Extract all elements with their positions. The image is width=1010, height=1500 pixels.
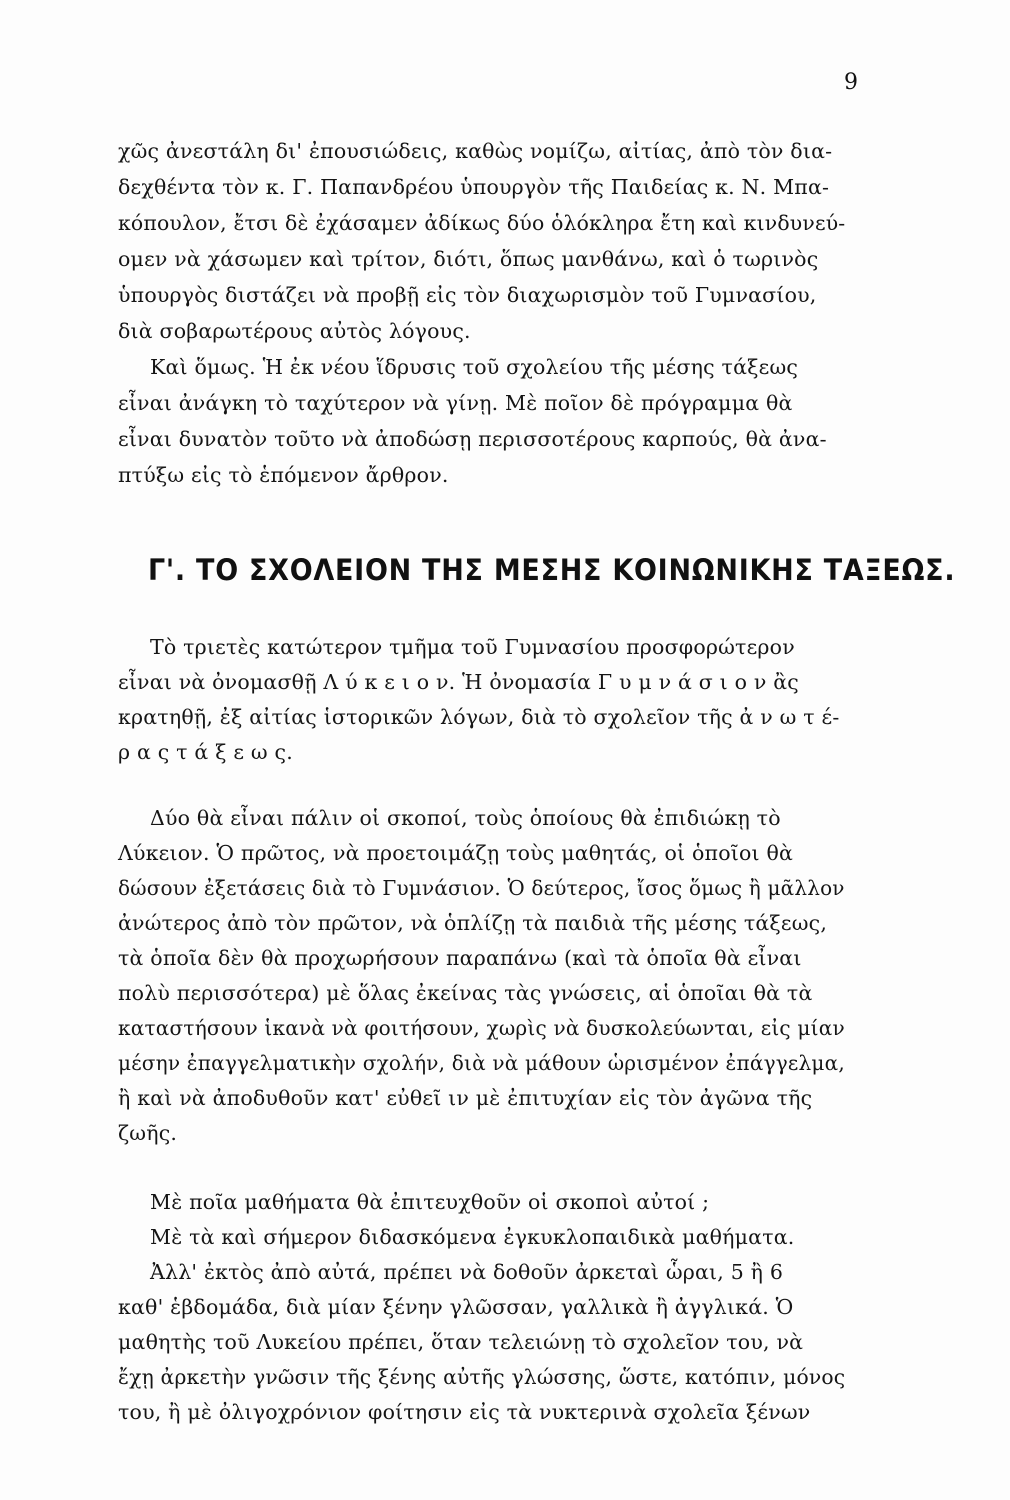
text-line: πτύξω εἰς τὸ ἑπόμενον ἄρθρον. bbox=[118, 463, 449, 487]
text-line: ἢ καὶ νὰ ἀποδυθοῦν κατ' εὐθεῖ ιν μὲ ἐπιτυχίαν εἰς τὸν ἀγῶνα τῆς bbox=[118, 1086, 813, 1110]
text-line: τὰ ὁποῖα δὲν θὰ προχωρήσουν παραπάνω (καὶ τὰ ὁποῖα θὰ εἶναι bbox=[118, 946, 802, 970]
section-heading: Γ'. ΤΟ ΣΧΟΛΕΙΟΝ ΤΗΣ ΜΕΣΗΣ ΚΟΙΝΩΝΙΚΗΣ ΤΑΞΕΩΣ. bbox=[148, 553, 956, 587]
text-line: καταστήσουν ἱκανὰ νὰ φοιτήσουν, χωρὶς νὰ δυσκολεύωνται, εἰς μίαν bbox=[118, 1016, 845, 1040]
text-line: ἔχῃ ἀρκετὴν γνῶσιν τῆς ξένης αὐτῆς γλώσσης, ὥστε, κατόπιν, μόνος bbox=[118, 1365, 846, 1389]
text-line: ρ α ς τ ά ξ ε ω ς. bbox=[118, 740, 293, 764]
text-line: διὰ σοβαρωτέρους αὐτὸς λόγους. bbox=[118, 319, 471, 343]
text-line: καθ' ἑβδομάδα, διὰ μίαν ξένην γλῶσσαν, γαλλικὰ ἢ ἀγγλικά. Ὁ bbox=[118, 1295, 794, 1319]
text-line: δεχθέντα τὸν κ. Γ. Παπανδρέου ὑπουργὸν τῆς Παιδείας κ. Ν. Μπα- bbox=[118, 175, 830, 199]
text-line: πολὺ περισσότερα) μὲ ὅλας ἐκείνας τὰς γνώσεις, αἱ ὁποῖαι θὰ τὰ bbox=[118, 981, 813, 1005]
text-line: εἶναι νὰ ὀνομασθῇ Λ ύ κ ε ι ο ν. Ἡ ὀνομασία Γ υ μ ν ά σ ι ο ν ἂς bbox=[118, 670, 799, 694]
text-line: ομεν νὰ χάσωμεν καὶ τρίτον, διότι, ὅπως μανθάνω, καὶ ὁ τωρινὸς bbox=[118, 247, 819, 271]
text-line: ζωῆς. bbox=[118, 1121, 178, 1145]
text-line: χῶς ἀνεστάλη δι' ἐπουσιώδεις, καθὼς νομίζω, αἰτίας, ἀπὸ τὸν δια- bbox=[118, 139, 833, 163]
text-line: εἶναι δυνατὸν τοῦτο νὰ ἀποδώσῃ περισσοτέρους καρπούς, θὰ ἀνα- bbox=[118, 427, 827, 451]
text-line: εἶναι ἀνάγκη τὸ ταχύτερον νὰ γίνῃ. Μὲ ποῖον δὲ πρόγραμμα θὰ bbox=[118, 391, 793, 415]
text-line: δώσουν ἐξετάσεις διὰ τὸ Γυμνάσιον. Ὁ δεύτερος, ἴσος ὅμως ἢ μᾶλλον bbox=[118, 876, 845, 900]
text-line: κρατηθῇ, ἐξ αἰτίας ἱστορικῶν λόγων, διὰ τὸ σχολεῖον τῆς ἀ ν ω τ έ- bbox=[118, 705, 840, 729]
text-line: του, ἢ μὲ ὀλιγοχρόνιον φοίτησιν εἰς τὰ νυκτερινὰ σχολεῖα ξένων bbox=[118, 1400, 811, 1424]
text-line: Λύκειον. Ὁ πρῶτος, νὰ προετοιμάζῃ τοὺς μαθητάς, οἱ ὁποῖοι θὰ bbox=[118, 841, 794, 865]
text-line: Τὸ τριετὲς κατώτερον τμῆμα τοῦ Γυμνασίου προσφορώτερον bbox=[150, 635, 795, 659]
text-line: Μὲ ποῖα μαθήματα θὰ ἐπιτευχθοῦν οἱ σκοποὶ αὐτοί ; bbox=[150, 1190, 710, 1214]
page-number: 9 bbox=[844, 70, 858, 95]
text-line: Μὲ τὰ καὶ σήμερον διδασκόμενα ἐγκυκλοπαιδικὰ μαθήματα. bbox=[150, 1225, 795, 1249]
text-line: μέσην ἐπαγγελματικὴν σχολήν, διὰ νὰ μάθουν ὡρισμένον ἐπάγγελμα, bbox=[118, 1051, 845, 1075]
text-line: Ἀλλ' ἐκτὸς ἀπὸ αὐτά, πρέπει νὰ δοθοῦν ἀρκεταὶ ὧραι, 5 ἢ 6 bbox=[150, 1260, 784, 1284]
text-line: Καὶ ὅμως. Ἡ ἐκ νέου ἵδρυσις τοῦ σχολείου τῆς μέσης τάξεως bbox=[150, 355, 799, 379]
text-line: μαθητὴς τοῦ Λυκείου πρέπει, ὅταν τελειώνῃ τὸ σχολεῖον του, νὰ bbox=[118, 1330, 804, 1354]
text-line: ὑπουργὸς διστάζει νὰ προβῇ εἰς τὸν διαχωρισμὸν τοῦ Γυμνασίου, bbox=[118, 283, 817, 307]
text-line: ἀνώτερος ἀπὸ τὸν πρῶτον, νὰ ὁπλίζῃ τὰ παιδιὰ τῆς μέσης τάξεως, bbox=[118, 911, 828, 935]
text-line: κόπουλον, ἔτσι δὲ ἐχάσαμεν ἀδίκως δύο ὁλόκληρα ἔτη καὶ κινδυνεύ- bbox=[118, 211, 846, 235]
text-line: Δύο θὰ εἶναι πάλιν οἱ σκοποί, τοὺς ὁποίους θὰ ἐπιδιώκῃ τὸ bbox=[150, 806, 781, 830]
